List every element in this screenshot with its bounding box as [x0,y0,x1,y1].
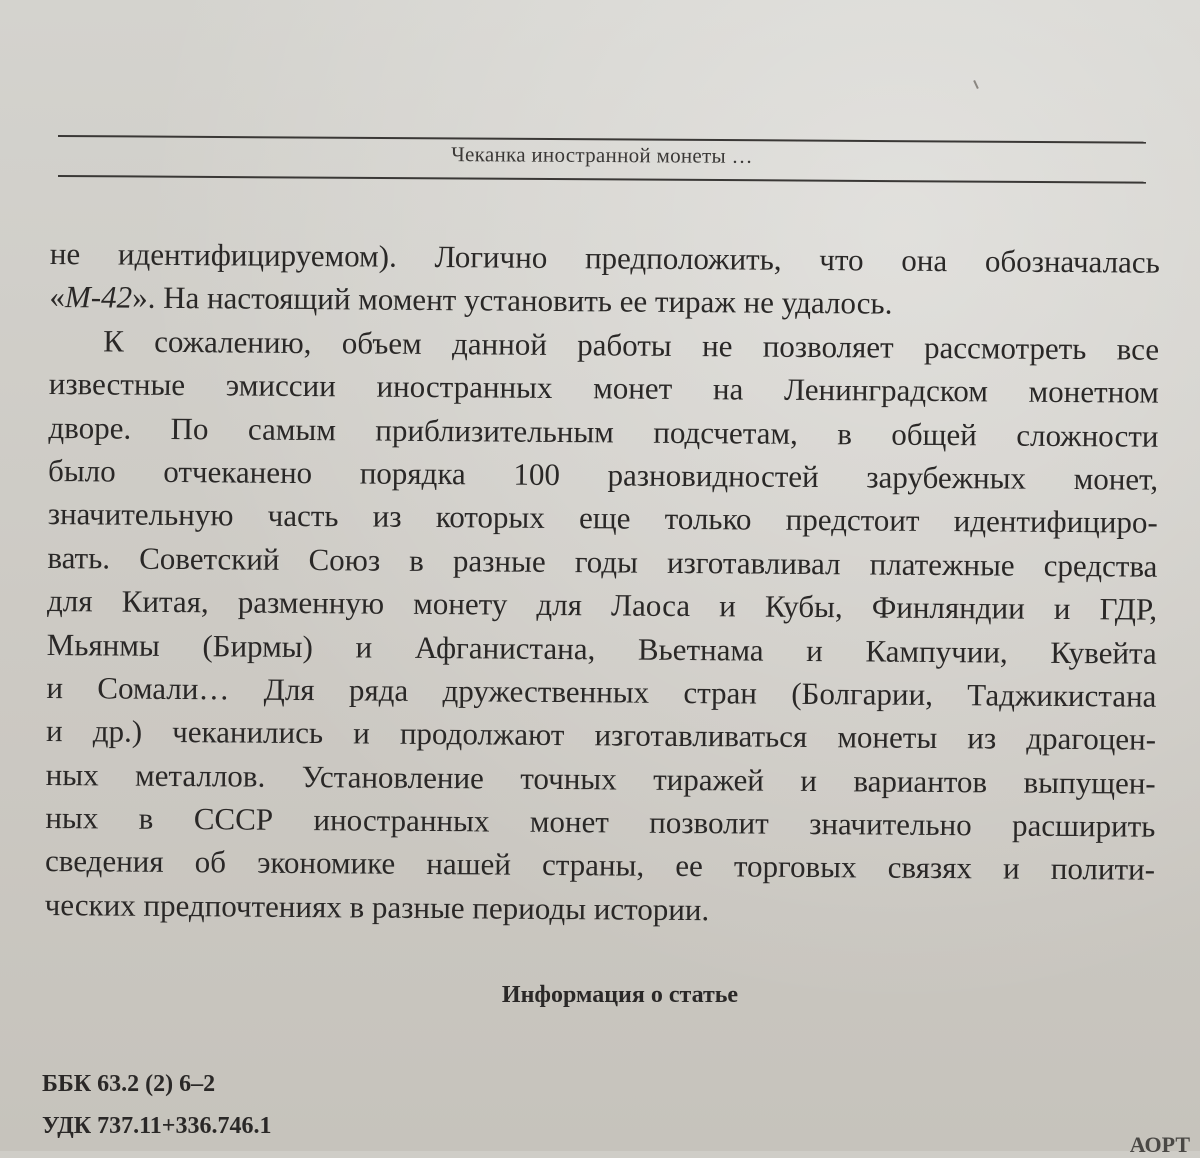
body-text [45,232,1160,935]
paragraph-2-line: ческих предпочтениях в разные периоды истории. [44,886,710,928]
running-head: Чеканка иностранной монеты … [451,142,753,168]
paragraph-1-line-1: не идентифицируемом). Логично предположить, что она обозначалась [49,235,1160,280]
paragraph-2-line: было отчеканено порядка 100 разновидностей зарубежных монет, [47,452,1159,497]
paragraph-2-line: и Сомали… Для ряда дружественных стран (Болгарии, Таджикистана [46,669,1157,714]
cut-off-text-fragment: АОРТ [1129,1132,1190,1157]
paragraph-2-line: вать. Советский Союз в разные годы изготавливал платежные средства [47,539,1158,584]
header-rule-bottom [58,175,1146,184]
paragraph-2-line: ных металлов. Установление точных тиражей и вариантов выпущен- [45,756,1156,801]
paragraph-2-line: сведения об экономике нашей страны, ее торговых связях и полити- [44,843,1156,888]
paragraph-2-line: К сожалению, объем данной работы не позволяет рассмотреть все [103,323,1160,367]
paragraph-2-line: значительную часть из которых еще только предстоит идентифициро- [47,496,1158,541]
paragraph-1-line-2-rest: ». На настоящий момент установить ее тираж не удалось. [132,280,893,322]
paragraph-2-line: Мьянмы (Бирмы) и Афганистана, Вьетнама и Кампучии, Кувейта [46,626,1157,671]
udk-code: УДК 737.11+336.746.1 [42,1113,272,1139]
article-info-heading: Информация о статье [501,982,739,1008]
bbk-code: ББК 63.2 (2) 6–2 [42,1071,216,1097]
open-quote: « [49,279,66,315]
italic-designation: М-42 [64,279,133,316]
paragraph-2-line: известные эмиссии иностранных монет на Ленинградском монетном [48,366,1159,410]
paragraph-2-line: ных в СССР иностранных монет позволит значительно расширить [45,800,1156,844]
paragraph-2-line: дворе. По самым приблизительным подсчетам, в общей сложности [48,409,1159,454]
paper-speck [973,80,979,89]
paragraph-2-line: и др.) чеканились и продолжают изготавливаться монеты из драгоцен- [45,713,1157,757]
paragraph-2-line: для Китая, разменную монету для Лаоса и Кубы, Финляндии и ГДР, [46,583,1158,627]
